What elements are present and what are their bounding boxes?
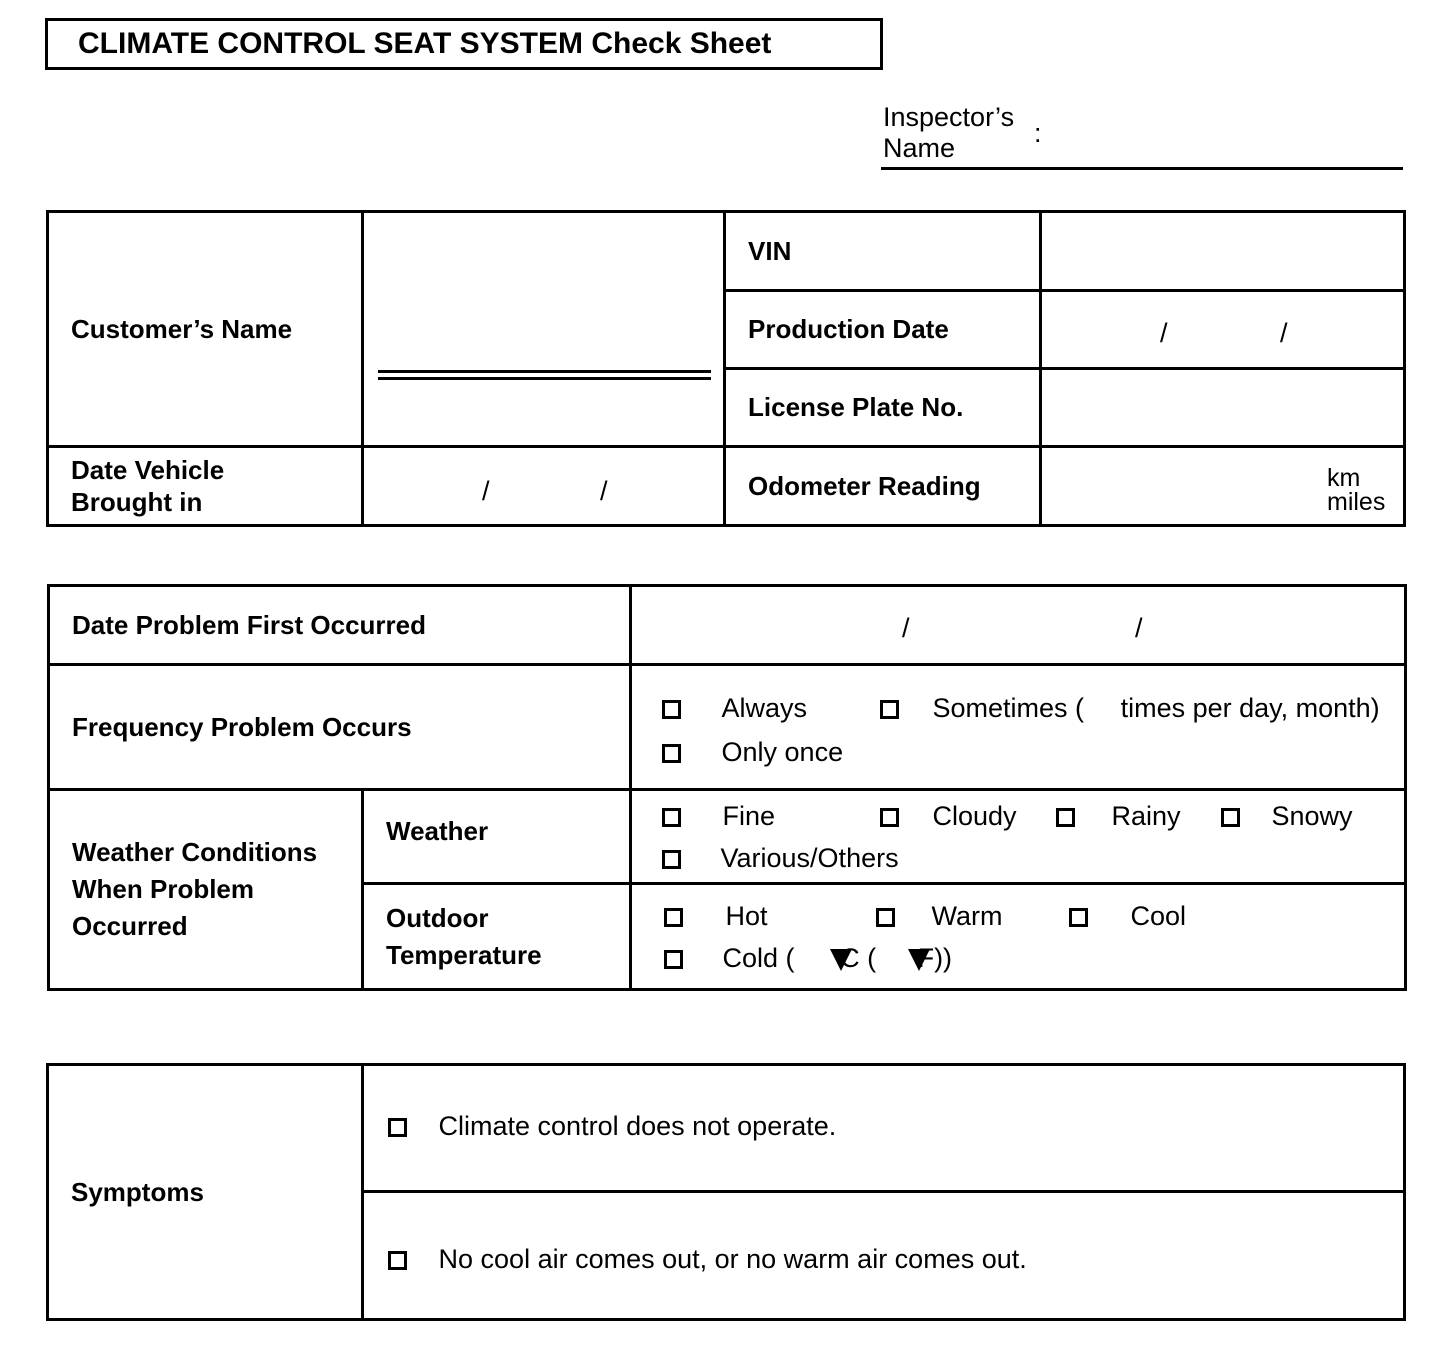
weather-conditions-line2: When Problem (72, 874, 255, 904)
frequency-option-only-once[interactable] (662, 737, 843, 767)
frequency-options (631, 665, 1406, 790)
checkbox[interactable] (388, 1118, 407, 1137)
date-separator: / (482, 476, 490, 506)
date-separator: / (1280, 318, 1288, 348)
double-underline (378, 370, 711, 380)
symptoms-table (46, 1063, 1406, 1321)
checkbox[interactable] (662, 744, 681, 763)
checkbox[interactable] (662, 808, 681, 827)
date-brought-in-label (48, 447, 363, 526)
option-label: Always (721, 693, 808, 723)
checkbox[interactable] (876, 908, 895, 927)
option-label: Fine (722, 801, 776, 831)
vin-field[interactable] (1041, 212, 1405, 291)
weather-option-snowy[interactable] (1221, 801, 1353, 831)
symptom-row-2 (363, 1192, 1405, 1320)
checkbox[interactable] (664, 950, 683, 969)
symptom-option-no-air[interactable] (388, 1244, 1027, 1274)
weather-label: Weather (363, 790, 631, 884)
symptom-option-no-operate[interactable] (388, 1111, 836, 1141)
date-separator: / (902, 613, 910, 643)
option-label: Sometimes ( (932, 693, 1085, 723)
frequency-label: Frequency Problem Occurs (49, 665, 631, 790)
vin-label: VIN (725, 212, 1041, 291)
option-label: Only once (721, 737, 844, 767)
temp-option-cool[interactable] (1069, 901, 1186, 931)
weather-conditions-line1: Weather Conditions (72, 837, 318, 867)
weather-conditions-label (49, 790, 363, 990)
option-label: Hot (725, 901, 768, 931)
frequency-option-always[interactable] (662, 693, 807, 723)
page-title: CLIMATE CONTROL SEAT SYSTEM Check Sheet (45, 18, 883, 70)
odometer-field[interactable] (1041, 447, 1405, 526)
temp-option-cold[interactable] (664, 943, 952, 973)
checkbox[interactable] (1221, 808, 1240, 827)
option-label: Warm (931, 901, 1003, 931)
inspector-colon: : (1034, 118, 1042, 148)
outdoor-temperature-label (363, 884, 631, 990)
production-date-field[interactable] (1041, 291, 1405, 369)
temp-option-warm[interactable] (876, 901, 1003, 931)
inspector-label-line1: Inspector’s (883, 102, 1015, 132)
outdoor-temp-line1: Outdoor (386, 902, 489, 933)
option-label: No cool air comes out, or no warm air comes out. (438, 1244, 1027, 1274)
option-label: Various/Others (720, 843, 899, 873)
date-separator: / (1135, 613, 1143, 643)
inspector-name-field[interactable] (881, 167, 1403, 170)
odometer-label: Odometer Reading (725, 447, 1041, 526)
fahrenheit-label: F)) (917, 943, 953, 973)
checkbox[interactable] (662, 850, 681, 869)
weather-option-fine[interactable] (662, 801, 775, 831)
option-label: Cloudy (932, 801, 1017, 831)
temp-option-hot[interactable] (664, 901, 768, 931)
problem-conditions-table (47, 584, 1407, 991)
weather-options (631, 790, 1406, 884)
date-brought-in-field[interactable] (363, 447, 725, 526)
outdoor-temp-line2: Temperature (386, 939, 542, 970)
outdoor-temperature-options (631, 884, 1406, 990)
celsius-label: C ( (840, 943, 877, 973)
symptom-row-1 (363, 1065, 1405, 1192)
production-date-label: Production Date (725, 291, 1041, 369)
checkbox[interactable] (1069, 908, 1088, 927)
option-label: Cold ( (722, 943, 795, 973)
customer-name-label: Customer’s Name (48, 212, 363, 447)
date-first-occurred-label: Date Problem First Occurred (49, 586, 631, 665)
odometer-unit-km: km (1327, 464, 1361, 492)
checkbox[interactable] (880, 808, 899, 827)
customer-name-field[interactable] (363, 212, 725, 447)
weather-option-cloudy[interactable] (880, 801, 1017, 831)
vehicle-info-table (46, 210, 1406, 527)
weather-option-various[interactable] (662, 843, 899, 873)
option-label: Snowy (1271, 801, 1353, 831)
weather-option-rainy[interactable] (1056, 801, 1181, 831)
frequency-option-sometimes[interactable] (880, 693, 1380, 723)
checkbox[interactable] (662, 700, 681, 719)
odometer-unit-miles: miles (1327, 488, 1386, 516)
license-plate-label: License Plate No. (725, 369, 1041, 447)
license-plate-field[interactable] (1041, 369, 1405, 447)
option-label-suffix: times per day, month) (1120, 693, 1380, 723)
checkbox[interactable] (388, 1251, 407, 1270)
option-label: Climate control does not operate. (438, 1111, 837, 1141)
option-label: Rainy (1111, 801, 1181, 831)
checkbox[interactable] (880, 700, 899, 719)
symptoms-label: Symptoms (48, 1065, 363, 1320)
date-brought-in-line1: Date Vehicle (71, 455, 225, 485)
inspector-label-line2: Name (883, 133, 956, 163)
date-separator: / (600, 476, 608, 506)
weather-conditions-line3: Occurred (72, 911, 188, 941)
date-brought-in-line2: Brought in (71, 487, 203, 517)
checkbox[interactable] (1056, 808, 1075, 827)
date-separator: / (1160, 318, 1168, 348)
option-label: Cool (1130, 901, 1187, 931)
inspector-name-label (883, 102, 1014, 164)
date-first-occurred-field[interactable] (631, 586, 1406, 665)
checkbox[interactable] (664, 908, 683, 927)
